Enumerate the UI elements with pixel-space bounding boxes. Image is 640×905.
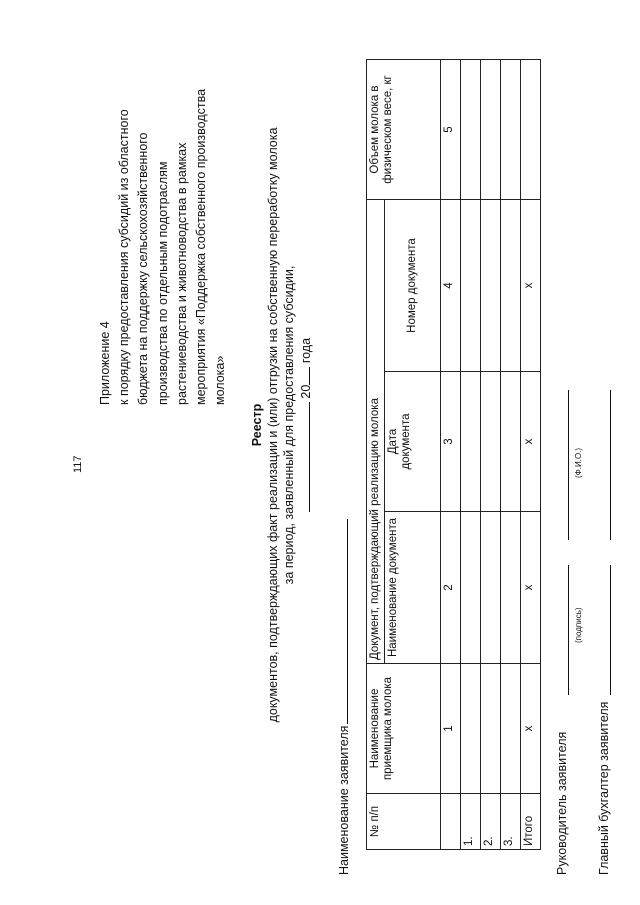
total-mark: х — [521, 664, 541, 794]
table-row — [501, 60, 521, 850]
appendix-line: мероприятия «Поддержка собственного производства — [194, 88, 209, 405]
index-cell: 1 — [441, 664, 461, 794]
register-title — [249, 45, 314, 805]
cell-doc-number — [501, 200, 521, 372]
row-number: 2. — [481, 794, 501, 850]
total-mark: х — [521, 512, 541, 664]
cell-doc-date — [501, 372, 521, 512]
cell-volume — [461, 60, 481, 200]
table-row — [461, 60, 481, 850]
cell-recipient — [501, 664, 521, 794]
appendix-line: к порядку предоставления субсидий из областного — [117, 109, 132, 405]
row-number: 3. — [501, 794, 521, 850]
register-table — [366, 59, 541, 850]
cell-doc-number — [461, 200, 481, 372]
accountant-signature-line — [610, 565, 611, 695]
appendix-line: Приложение 4 — [98, 321, 112, 405]
applicant-blank — [335, 519, 348, 724]
page-number: 117 — [72, 455, 84, 473]
header-doc-name: Наименование документа — [385, 512, 441, 664]
appendix-note — [96, 75, 230, 405]
title-line-2: за период, заявленный для предоставления субсидии, — [282, 265, 296, 585]
cell-doc-date — [461, 372, 481, 512]
index-cell-empty — [441, 794, 461, 850]
cell-recipient — [461, 664, 481, 794]
applicant-line — [335, 519, 351, 875]
header-num: № п/п — [367, 794, 441, 850]
appendix-line: бюджета на поддержку сельскохозяйственного — [136, 132, 151, 405]
signature-caption: (подпись) — [574, 607, 583, 643]
header-row-1 — [367, 60, 385, 850]
index-cell: 5 — [441, 60, 461, 200]
index-row — [441, 60, 461, 850]
index-cell: 3 — [441, 372, 461, 512]
fio-caption: (Ф.И.О.) — [574, 447, 583, 478]
cell-volume — [501, 60, 521, 200]
cell-recipient — [481, 664, 501, 794]
header-document-group: Документ, подтверждающий реализацию молока — [367, 200, 385, 664]
year-blank — [297, 367, 310, 385]
cell-volume — [481, 60, 501, 200]
cell-doc-name — [461, 512, 481, 664]
applicant-label: Наименование заявителя — [337, 725, 351, 875]
header-doc-number: Номер документа — [385, 200, 441, 372]
row-number: 1. — [461, 794, 481, 850]
head-signature-label: Руководитель заявителя — [555, 731, 569, 875]
table-row — [481, 60, 501, 850]
head-fio-line — [568, 390, 569, 540]
total-mark: х — [521, 200, 541, 372]
cell-doc-name — [501, 512, 521, 664]
accountant-fio-line — [610, 390, 611, 540]
appendix-line: производства по отдельным подотраслям — [155, 161, 170, 405]
title-period — [297, 45, 314, 805]
head-signature-line — [568, 565, 569, 695]
title-line-1: документов, подтверждающих факт реализации и (или) отгрузки на собственную переработку молока — [266, 127, 280, 723]
cell-doc-number — [481, 200, 501, 372]
index-cell: 2 — [441, 512, 461, 664]
accountant-signature-label: Главный бухгалтер заявителя — [597, 701, 611, 875]
header-volume: Объем молока в физическом весе, кг — [367, 60, 441, 200]
appendix-line: растениеводства и животноводства в рамках — [174, 142, 189, 405]
header-doc-date: Дата документа — [385, 372, 441, 512]
year-suffix: года — [299, 337, 313, 364]
header-recipient: Наименование приемщика молока — [367, 664, 441, 794]
cell-doc-name — [481, 512, 501, 664]
total-mark: х — [521, 372, 541, 512]
cell-doc-date — [481, 372, 501, 512]
total-row — [521, 60, 541, 850]
total-volume — [521, 60, 541, 200]
period-blank — [297, 402, 310, 512]
appendix-line: молока» — [213, 355, 228, 405]
title-heading: Реестр — [250, 403, 264, 447]
total-label: Итого — [521, 794, 541, 850]
index-cell: 4 — [441, 200, 461, 372]
year-prefix: 20 — [299, 384, 313, 399]
